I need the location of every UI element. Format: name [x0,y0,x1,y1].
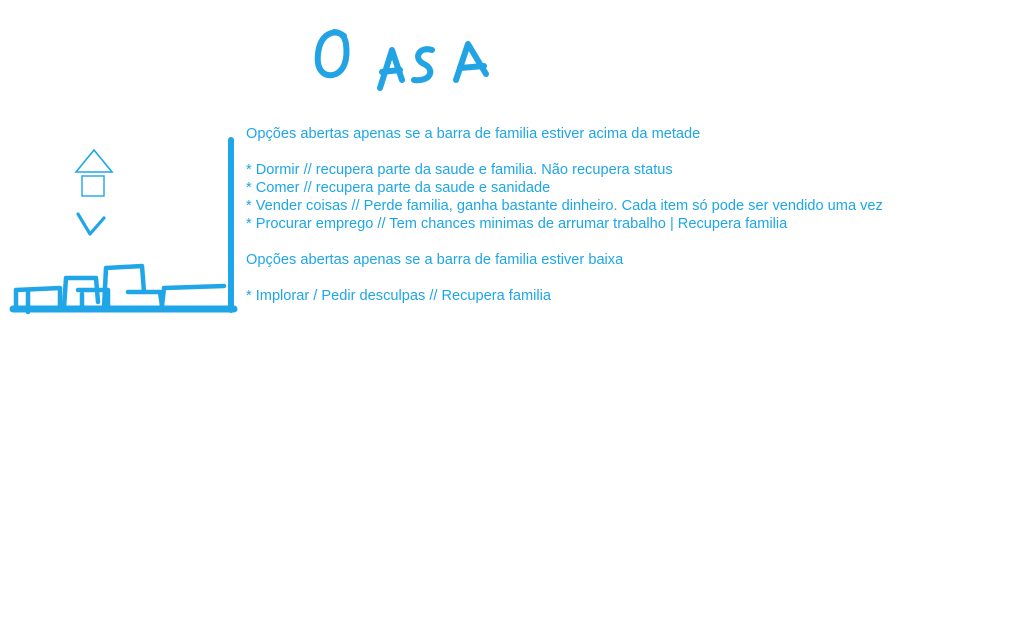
section-high-heading: Opções abertas apenas se a barra de familia estiver acima da metade [246,126,701,142]
house-icon [76,150,112,196]
page-title [308,22,498,94]
list-item: * Vender coisas // Perde familia, ganha bastante dinheiro. Cada item só pode ser vendido uma vez [246,198,883,214]
section-low-heading: Opções abertas apenas se a barra de familia estiver baixa [246,252,624,268]
list-item: * Implorar / Pedir desculpas // Recupera familia [246,288,551,304]
list-item: * Procurar emprego // Tem chances minimas de arrumar trabalho | Recupera familia [246,216,788,232]
down-arrow-icon [78,214,104,234]
list-item: * Dormir // recupera parte da saude e familia. Não recupera status [246,162,673,178]
list-item: * Comer // recupera parte da saude e sanidade [246,180,551,196]
skyline-sketch [8,132,238,322]
options-text [246,125,1006,305]
